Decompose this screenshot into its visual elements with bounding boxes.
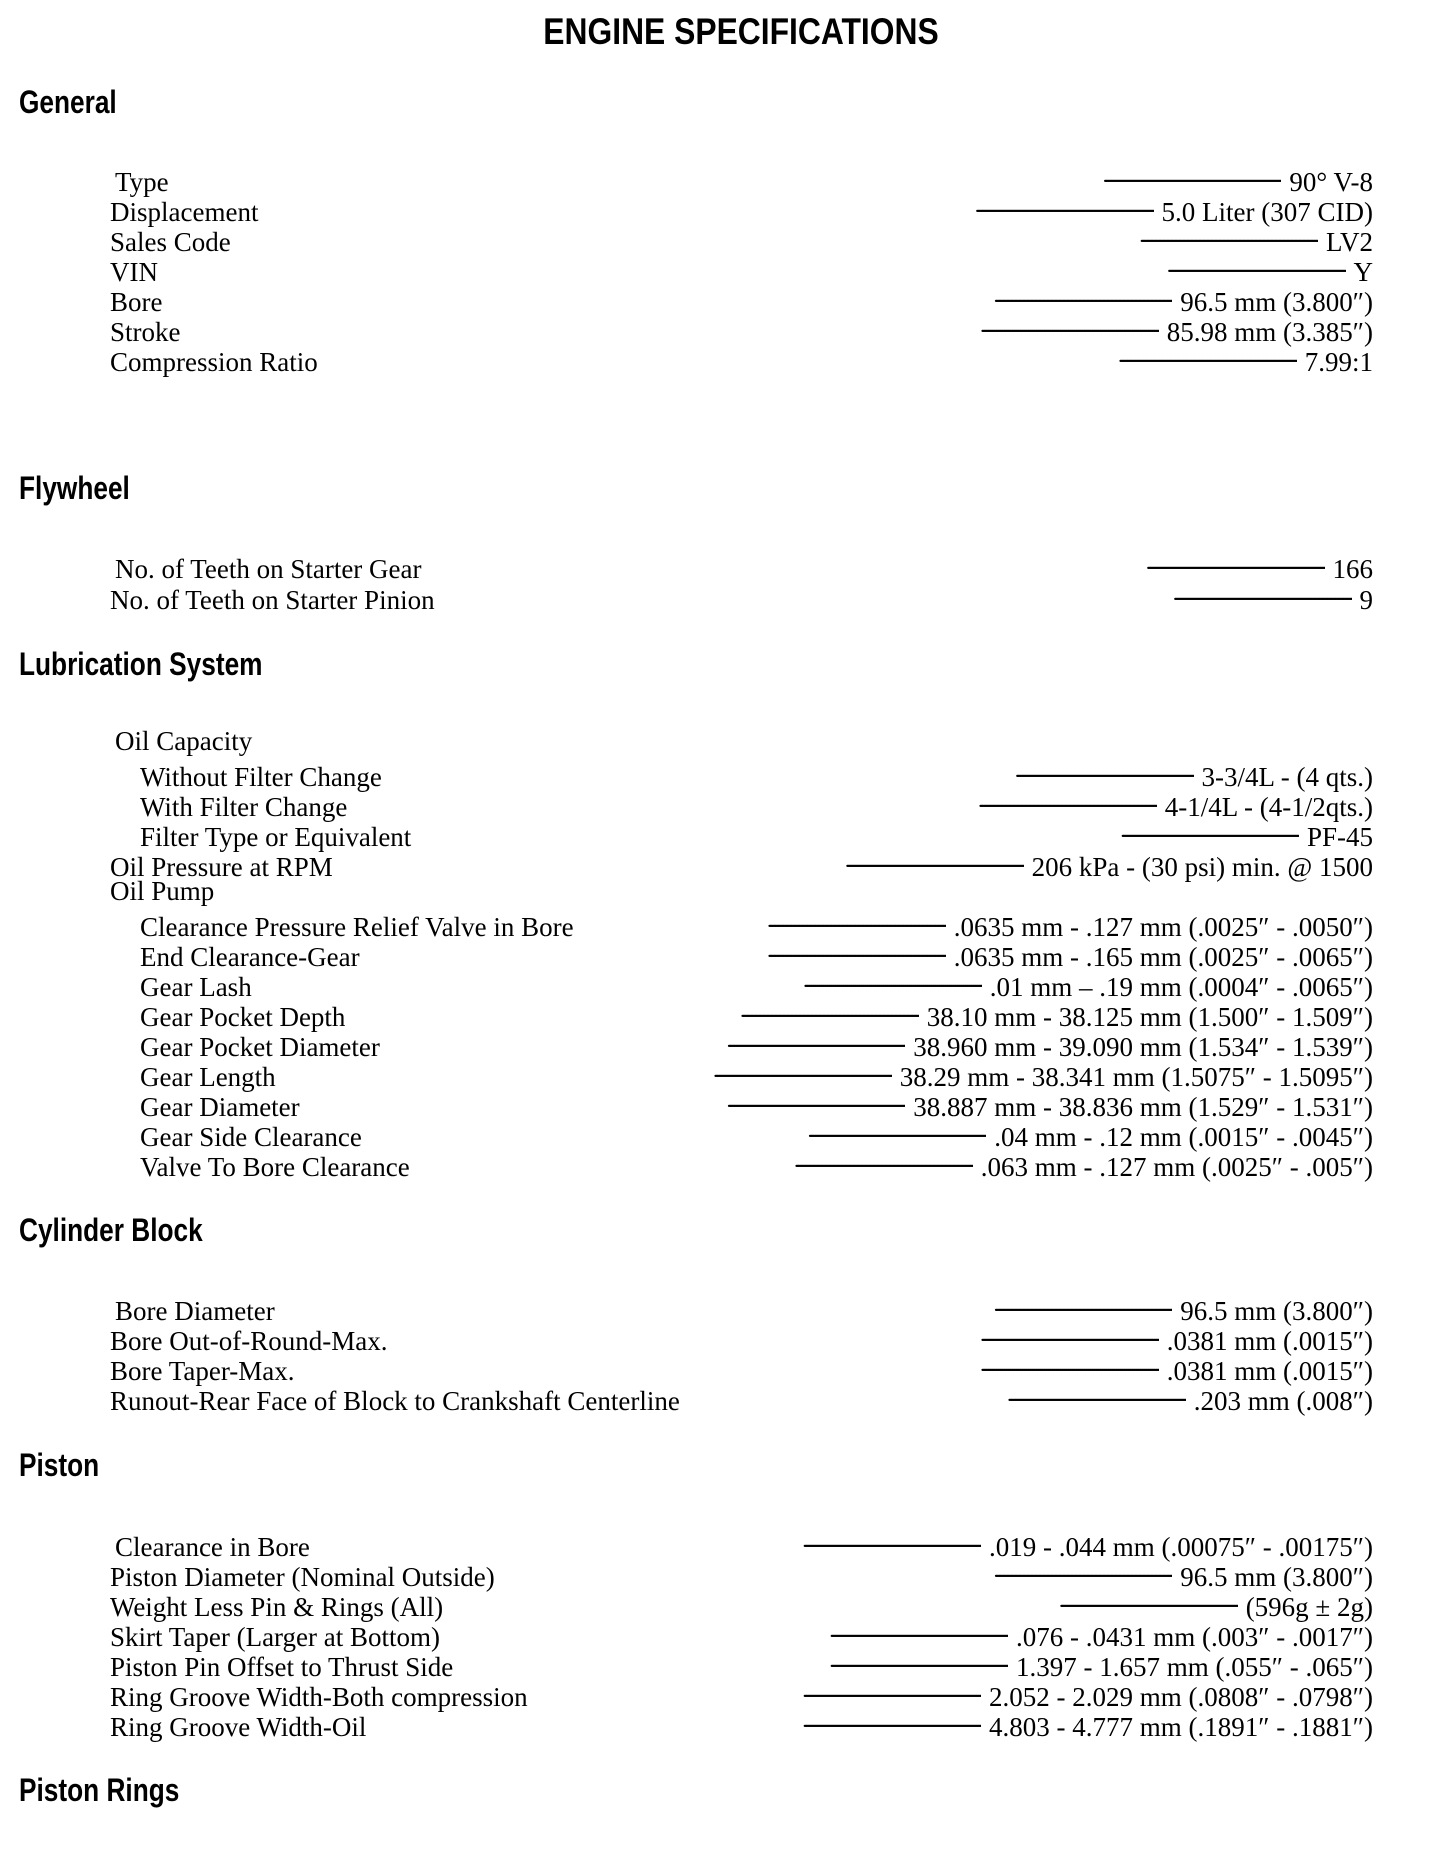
spec-value: PF-45	[1306, 822, 1373, 852]
spec-label: Without Filter Change	[140, 762, 382, 792]
dot-leader	[448, 1616, 1008, 1646]
dot-leader	[266, 191, 1153, 221]
section-header-cylinder-block: Cylinder Block	[19, 1212, 203, 1248]
dot-leader	[170, 281, 1172, 311]
dot-leader	[239, 221, 1318, 251]
spec-group-oil-capacity	[115, 726, 1373, 756]
section-header-lubrication: Lubrication System	[19, 646, 263, 682]
spec-label: Compression Ratio	[110, 347, 318, 377]
spec-row-gear-side-clearance	[140, 1116, 1373, 1152]
spec-label: Type	[115, 167, 169, 197]
spec-row-gear-pocket-depth	[140, 996, 1373, 1032]
spec-value: 4-1/4L - (4-1/2qts.)	[1164, 792, 1373, 822]
spec-label: Gear Lash	[140, 972, 252, 1002]
dot-leader	[166, 251, 1346, 281]
spec-label: Gear Pocket Depth	[140, 1002, 346, 1032]
spec-row-bore-taper	[110, 1350, 1373, 1386]
dot-leader	[503, 1556, 1173, 1586]
spec-value: .0381 mm (.0015″)	[1166, 1356, 1373, 1386]
section-header-piston-rings: Piston Rings	[19, 1772, 180, 1808]
dot-leader	[353, 996, 918, 1026]
section-header-general: General	[19, 84, 117, 120]
spec-value: .0635 mm - .165 mm (.0025″ - .0065″)	[953, 942, 1373, 972]
page-title: ENGINE SPECIFICATIONS	[543, 11, 939, 52]
spec-row-filter-type	[140, 816, 1373, 852]
spec-label: Clearance Pressure Relief Valve in Bore	[140, 912, 574, 942]
spec-row-gear-pocket-diameter	[140, 1026, 1373, 1062]
spec-row-gear-lash	[140, 966, 1373, 1002]
spec-value: (596g ± 2g)	[1245, 1592, 1373, 1622]
spec-row-clearance-in-bore	[115, 1526, 1373, 1562]
spec-row-stroke	[110, 311, 1373, 347]
spec-label: No. of Teeth on Starter Pinion	[110, 585, 435, 615]
section-header-flywheel: Flywheel	[19, 470, 130, 506]
spec-label: Gear Side Clearance	[140, 1122, 362, 1152]
dot-leader	[341, 846, 1024, 876]
spec-row-bore	[110, 281, 1373, 317]
dot-leader	[451, 1586, 1238, 1616]
spec-value: .01 mm – .19 mm (.0004″ - .0065″)	[989, 972, 1373, 1002]
dot-leader	[370, 1116, 986, 1146]
spec-row-starter-gear-teeth	[115, 548, 1373, 584]
spec-row-gear-diameter	[140, 1086, 1373, 1122]
spec-value: .063 mm - .127 mm (.0025″ - .005″)	[980, 1152, 1373, 1182]
spec-row-ring-groove-compression	[110, 1676, 1373, 1712]
spec-row-compression-ratio	[110, 341, 1373, 377]
spec-label: Stroke	[110, 317, 181, 347]
spec-value: 2.052 - 2.029 mm (.0808″ - .0798″)	[989, 1682, 1373, 1712]
dot-leader	[308, 1086, 906, 1116]
spec-label: Weight Less Pin & Rings (All)	[110, 1592, 444, 1622]
spec-group-label: Oil Capacity	[115, 726, 253, 756]
spec-row-runout-rear-face	[110, 1380, 1373, 1416]
spec-value: 4.803 - 4.777 mm (.1891″ - .1881″)	[989, 1712, 1373, 1742]
spec-row-ring-groove-oil	[110, 1706, 1373, 1742]
spec-label: Bore Taper-Max.	[110, 1356, 295, 1386]
spec-label: VIN	[110, 257, 158, 287]
spec-row-vin	[110, 251, 1373, 287]
section-header-piston: Piston	[19, 1447, 100, 1483]
spec-row-displacement	[110, 191, 1373, 227]
dot-leader	[318, 1526, 981, 1556]
spec-row-type	[115, 161, 1373, 197]
dot-leader	[419, 816, 1299, 846]
spec-value: .019 - .044 mm (.00075″ - .00175″)	[989, 1532, 1373, 1562]
spec-value: 166	[1332, 554, 1373, 584]
spec-row-without-filter-change	[140, 756, 1373, 792]
spec-label: Piston Diameter (Nominal Outside)	[110, 1562, 495, 1592]
spec-row-relief-valve-clearance	[140, 906, 1373, 942]
dot-leader	[430, 548, 1325, 578]
spec-row-gear-length	[140, 1056, 1373, 1092]
spec-label: Ring Groove Width-Oil	[110, 1712, 367, 1742]
spec-value: 38.10 mm - 38.125 mm (1.500″ - 1.509″)	[926, 1002, 1373, 1032]
spec-value: 96.5 mm (3.800″)	[1180, 1296, 1373, 1326]
spec-group-oil-pump	[110, 876, 1373, 906]
spec-value: 3-3/4L - (4 qts.)	[1201, 762, 1373, 792]
spec-value: .203 mm (.008″)	[1193, 1386, 1373, 1416]
spec-value: 38.887 mm - 38.836 mm (1.529″ - 1.531″)	[913, 1092, 1373, 1122]
spec-value: 85.98 mm (3.385″)	[1166, 317, 1373, 347]
dot-leader	[177, 161, 1282, 191]
dot-leader	[355, 786, 1156, 816]
spec-label: With Filter Change	[140, 792, 348, 822]
spec-label: Runout-Rear Face of Block to Crankshaft Centerline	[110, 1386, 680, 1416]
spec-value: .076 - .0431 mm (.003″ - .0017″)	[1016, 1622, 1373, 1652]
dot-leader	[536, 1676, 981, 1706]
dot-leader	[303, 1350, 1159, 1380]
spec-value: 206 kPa - (30 psi) min. @ 1500	[1031, 852, 1373, 882]
spec-value: LV2	[1325, 227, 1373, 257]
spec-row-sales-code	[110, 221, 1373, 257]
spec-value: .04 mm - .12 mm (.0015″ - .0045″)	[994, 1122, 1373, 1152]
dot-leader	[688, 1380, 1186, 1410]
spec-value: 38.29 mm - 38.341 mm (1.5075″ - 1.5095″)	[899, 1062, 1373, 1092]
spec-value: 38.960 mm - 39.090 mm (1.534″ - 1.539″)	[913, 1032, 1373, 1062]
dot-leader	[582, 906, 946, 936]
dot-leader	[260, 966, 982, 996]
spec-label: No. of Teeth on Starter Gear	[115, 554, 422, 584]
dot-leader	[418, 1146, 973, 1176]
spec-label: Ring Groove Width-Both compression	[110, 1682, 528, 1712]
spec-label: Gear Pocket Diameter	[140, 1032, 380, 1062]
dot-leader	[388, 1026, 905, 1056]
spec-value: 1.397 - 1.657 mm (.055″ - .065″)	[1016, 1652, 1373, 1682]
spec-value: 7.99:1	[1304, 347, 1373, 377]
spec-label: Sales Code	[110, 227, 231, 257]
spec-label: Filter Type or Equivalent	[140, 822, 412, 852]
dot-leader	[189, 311, 1159, 341]
dot-leader	[390, 756, 1194, 786]
spec-row-oil-pressure	[110, 846, 1373, 882]
spec-label: Skirt Taper (Larger at Bottom)	[110, 1622, 441, 1652]
spec-label: Displacement	[110, 197, 259, 227]
spec-row-starter-pinion-teeth	[110, 579, 1373, 615]
spec-label: Gear Length	[140, 1062, 276, 1092]
spec-row-weight-less-pin-rings	[110, 1586, 1373, 1622]
spec-row-end-clearance-gear	[140, 936, 1373, 972]
spec-label: Oil Pressure at RPM	[110, 852, 333, 882]
spec-row-valve-to-bore-clearance	[140, 1146, 1373, 1182]
dot-leader	[374, 1706, 981, 1736]
spec-label: Bore	[110, 287, 163, 317]
spec-row-bore-out-of-round	[110, 1320, 1373, 1356]
dot-leader	[395, 1320, 1158, 1350]
spec-label: Bore Out-of-Round-Max.	[110, 1326, 388, 1356]
spec-label: Gear Diameter	[140, 1092, 300, 1122]
spec-row-with-filter-change	[140, 786, 1373, 822]
spec-label: End Clearance-Gear	[140, 942, 360, 972]
spec-value: 9	[1359, 585, 1373, 615]
dot-leader	[326, 341, 1297, 371]
spec-label: Clearance in Bore	[115, 1532, 310, 1562]
spec-value: Y	[1353, 257, 1373, 287]
spec-label: Piston Pin Offset to Thrust Side	[110, 1652, 454, 1682]
dot-leader	[443, 579, 1352, 609]
spec-row-piston-pin-offset	[110, 1646, 1373, 1682]
spec-value: 96.5 mm (3.800″)	[1180, 1562, 1373, 1592]
spec-value: .0381 mm (.0015″)	[1166, 1326, 1373, 1356]
spec-row-skirt-taper	[110, 1616, 1373, 1652]
spec-value: 90° V-8	[1289, 167, 1373, 197]
spec-row-bore-diameter	[115, 1290, 1373, 1326]
spec-value: 96.5 mm (3.800″)	[1180, 287, 1373, 317]
spec-label: Valve To Bore Clearance	[140, 1152, 410, 1182]
dot-leader	[283, 1290, 1173, 1320]
spec-value: .0635 mm - .127 mm (.0025″ - .0050″)	[953, 912, 1373, 942]
spec-label: Bore Diameter	[115, 1296, 275, 1326]
dot-leader	[368, 936, 946, 966]
spec-value: 5.0 Liter (307 CID)	[1161, 197, 1373, 227]
spec-row-piston-diameter	[110, 1556, 1373, 1592]
dot-leader	[284, 1056, 892, 1086]
dot-leader	[461, 1646, 1008, 1676]
spec-group-label: Oil Pump	[110, 876, 215, 906]
